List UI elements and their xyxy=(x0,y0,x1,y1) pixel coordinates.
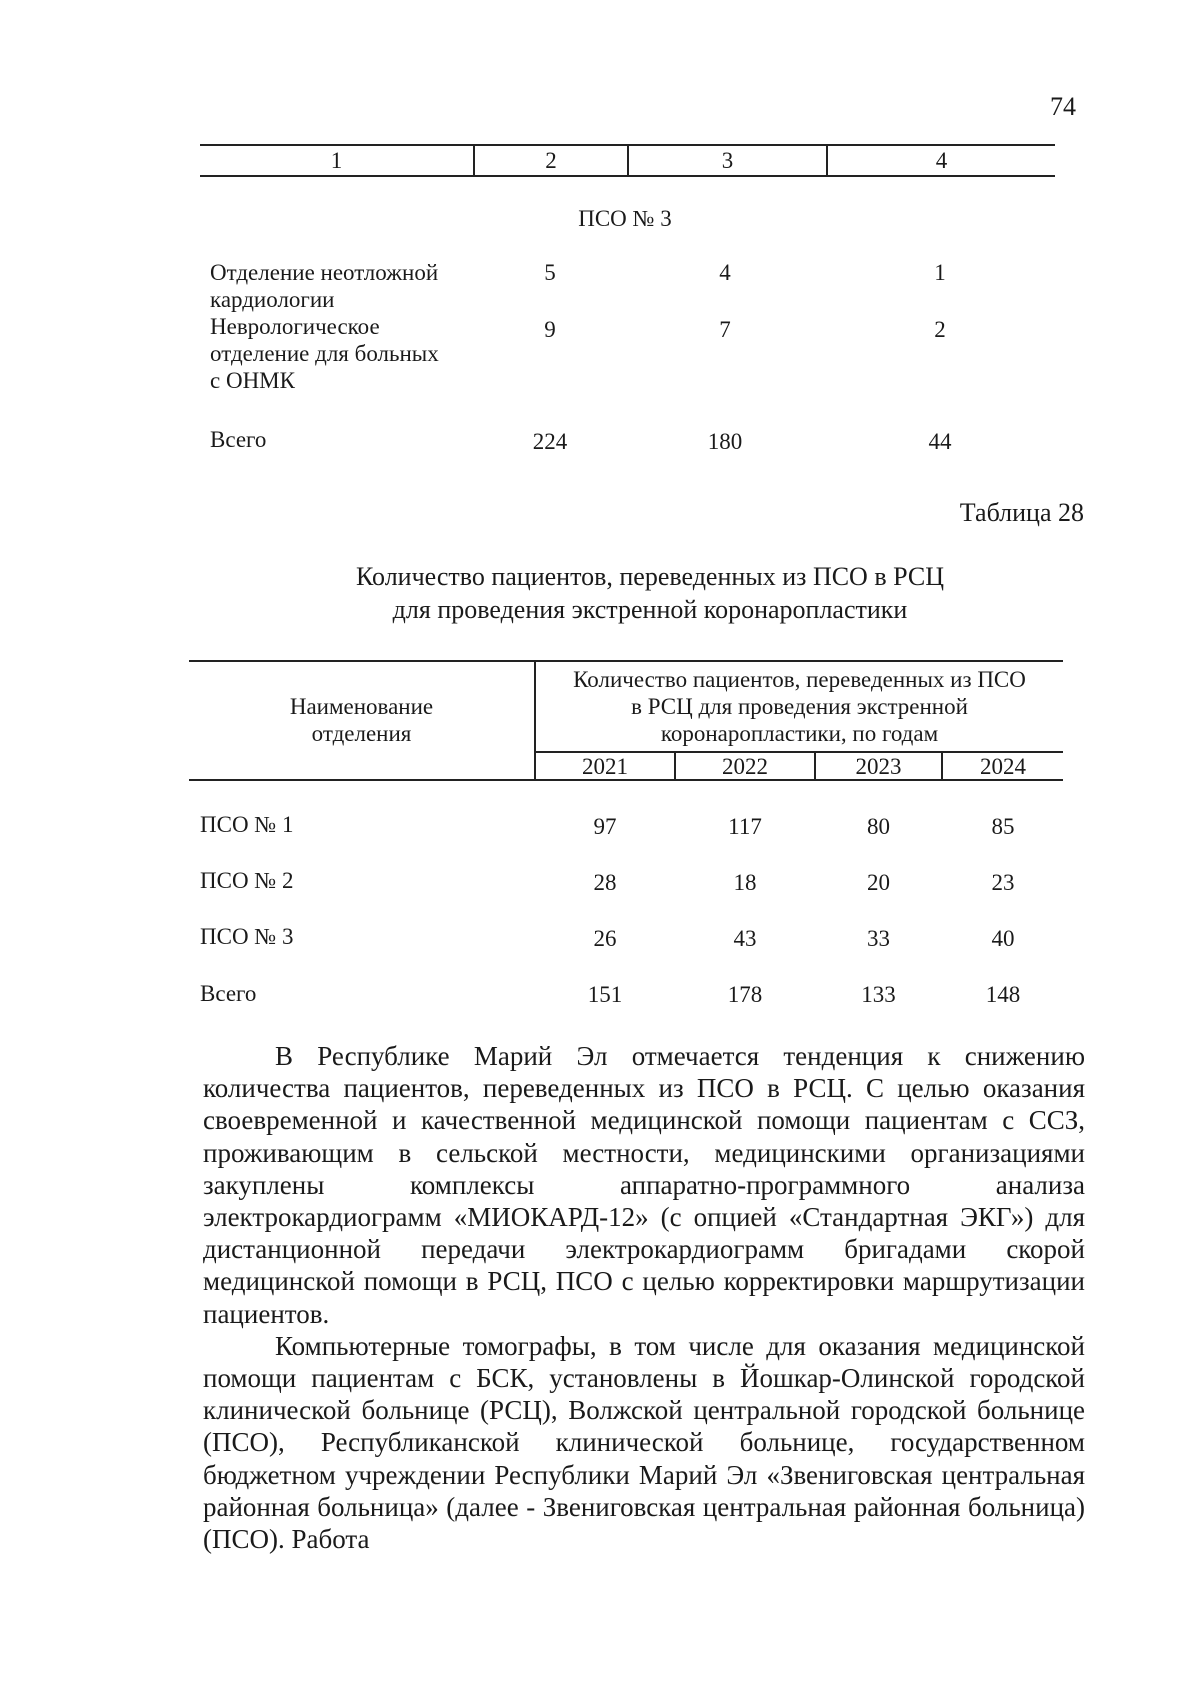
title-line: для проведения экстренной коронаропластики xyxy=(392,595,908,624)
name-line: отделение для больных xyxy=(210,341,439,366)
table-cell: 26 xyxy=(593,926,617,951)
table-cell: 18 xyxy=(733,870,757,895)
table-cell: 9 xyxy=(544,317,556,342)
name-line: Отделение неотложной xyxy=(210,260,439,285)
table-top-rule xyxy=(189,660,1063,662)
table-cell: 97 xyxy=(593,814,617,839)
header-line: отделения xyxy=(311,721,412,746)
total-label: Всего xyxy=(210,427,267,452)
table-caption: Таблица 28 xyxy=(959,498,1084,527)
column-number: 3 xyxy=(721,148,734,173)
table-cell: 151 xyxy=(587,982,623,1007)
table-cell: 178 xyxy=(727,982,763,1007)
title-line: Количество пациентов, переведенных из ПСО в РСЦ xyxy=(355,562,945,591)
row-label: Всего xyxy=(200,981,257,1006)
header-line: коронаропластики, по годам xyxy=(660,721,939,746)
table-title xyxy=(300,560,1000,626)
table-cell: 4 xyxy=(719,260,731,285)
header-line: Количество пациентов, переведенных из ПСО xyxy=(573,667,1026,692)
paragraph: Компьютерные томографы, в том числе для оказания медицинской помощи пациентам с БСК, установлены в Йошкар-Олинской городской клинической больнице (РСЦ), Волжской центральной городской больнице (ПСО), Республиканской клинической больнице, государственном бюджетном учреждении Республики Марий Эл «Звениговская центральная районная больница» (далее - Звениговская центральная районная больница) (ПСО). Работа xyxy=(203,1330,1085,1555)
column-number: 1 xyxy=(330,148,343,173)
row-label: ПСО № 2 xyxy=(200,868,294,893)
year-header: 2024 xyxy=(980,754,1026,779)
table-cell: 133 xyxy=(861,982,896,1007)
row-label: ПСО № 1 xyxy=(200,812,294,837)
body-text xyxy=(203,1040,1085,1555)
year-header: 2022 xyxy=(722,754,768,779)
column-number: 2 xyxy=(545,148,557,173)
column-number: 4 xyxy=(935,148,948,173)
name-line: Неврологическое xyxy=(210,314,380,339)
table-cell: 20 xyxy=(867,870,890,895)
table-cell: 28 xyxy=(593,870,617,895)
table-cell: 33 xyxy=(867,926,890,951)
header-line: Наименование xyxy=(289,694,434,719)
table-header-rule xyxy=(200,175,1055,177)
table-cell: 2 xyxy=(934,317,946,342)
section-title: ПСО № 3 xyxy=(578,206,672,231)
table-cell: 85 xyxy=(991,814,1015,839)
table-cell: 80 xyxy=(867,814,890,839)
name-line: кардиологии xyxy=(210,287,335,312)
department-name xyxy=(210,259,470,313)
table-cell: 43 xyxy=(733,926,757,951)
row-label: ПСО № 3 xyxy=(200,924,294,949)
header-line: в РСЦ для проведения экстренной xyxy=(631,694,968,719)
column-header-department xyxy=(189,693,534,747)
table-cell: 117 xyxy=(728,814,762,839)
name-line: с ОНМК xyxy=(210,368,295,393)
table-cell: 148 xyxy=(985,982,1021,1007)
table-cell: 40 xyxy=(991,926,1015,951)
table-cell: 224 xyxy=(532,429,568,454)
year-header: 2023 xyxy=(855,754,902,779)
department-name xyxy=(210,313,470,394)
column-header-group xyxy=(536,666,1063,747)
table-cell: 5 xyxy=(544,260,556,285)
table-cell: 1 xyxy=(934,260,946,285)
table-cell: 44 xyxy=(928,429,952,454)
year-header: 2021 xyxy=(582,754,628,779)
table-cell: 7 xyxy=(719,317,731,342)
page-number: 74 xyxy=(1050,92,1076,121)
table-cell: 23 xyxy=(991,870,1015,895)
table-cell: 180 xyxy=(707,429,743,454)
paragraph: В Республике Марий Эл отмечается тенденция к снижению количества пациентов, переведенных из ПСО в РСЦ. С целью оказания своевременной и качественной медицинской помощи пациентам с ССЗ, проживающим в сельской местности, медицинскими организациями закуплены комплексы аппаратно-программного анализа электрокардиограмм «МИОКАРД-12» (с опцией «Стандартная ЭКГ») для дистанционной передачи электрокардиограмм бригадами скорой медицинской помощи в РСЦ, ПСО с целью корректировки маршрутизации пациентов. xyxy=(203,1041,1085,1329)
